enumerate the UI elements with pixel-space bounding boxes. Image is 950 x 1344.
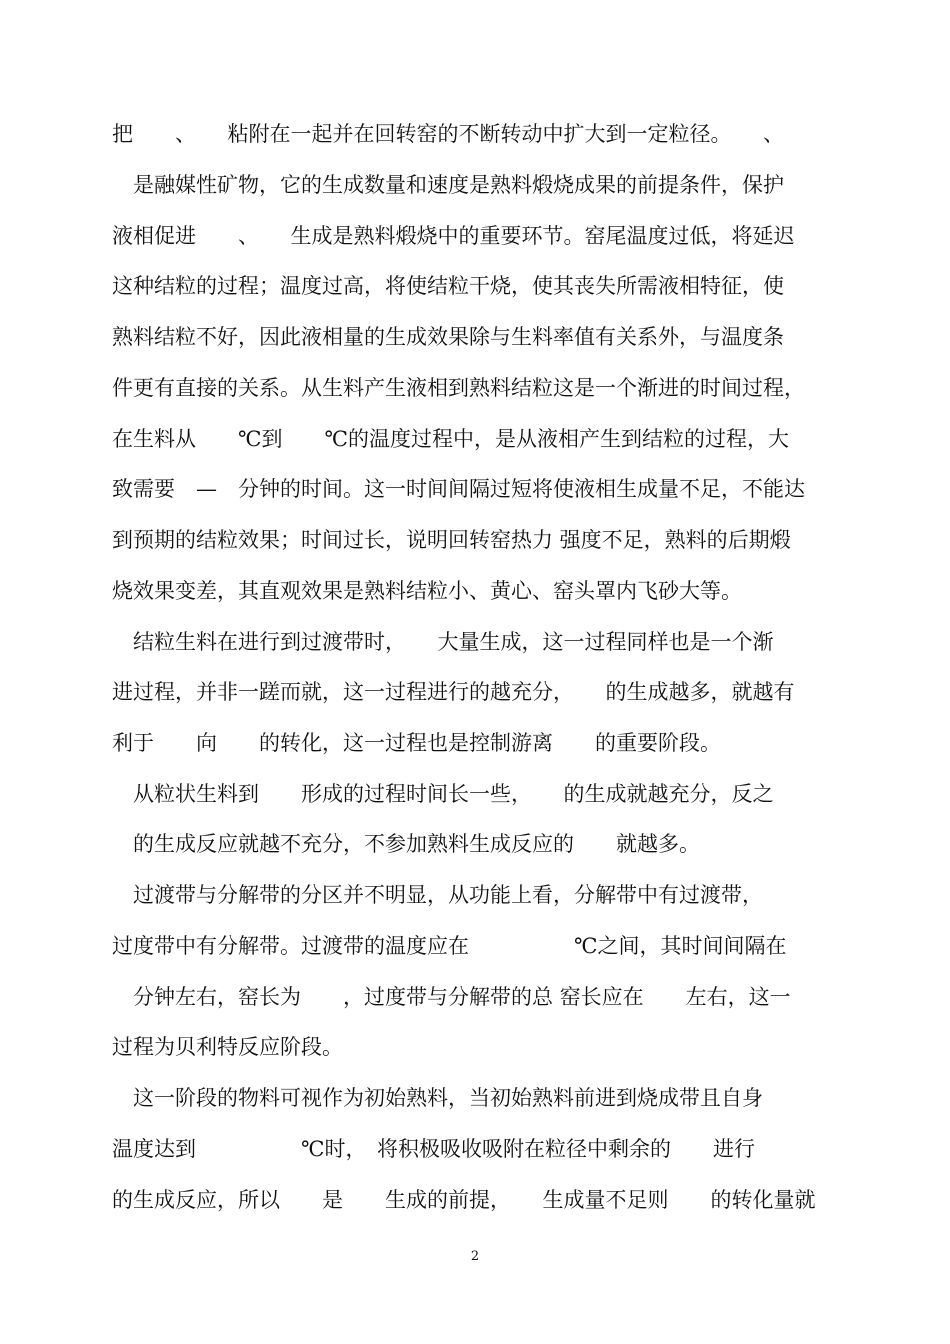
text-line: 这种结粒的过程；温度过高，将使结粒干烧，使其丧失所需液相特征，使 [112,274,784,298]
text-line: 致需要 — 分钟的时间。这一时间间隔过短将使液相生成量不足，不能达 [112,477,805,501]
text-line: 分钟左右，窑长为 ，过度带与分解带的总 窑长应在 左右，这一 [112,985,791,1009]
text-line: 的生成反应就越不充分，不参加熟料生成反应的 就越多。 [112,832,700,856]
text-line: 是融媒性矿物，它的生成数量和速度是熟料煅烧成果的前提条件，保护 [112,173,784,197]
text-line: 过度带中有分解带。过渡带的温度应在 ℃之间，其时间间隔在 [112,934,787,958]
text-line: 液相促进 、 生成是熟料煅烧中的重要环节。窑尾温度过低，将延迟 [112,224,795,248]
text-line: 温度达到 ℃时， 将积极吸收吸附在粒径中剩余的 进行 [112,1137,755,1161]
text-line: 利于 向 的转化，这一过程也是控制游离 的重要阶段。 [112,731,721,755]
text-line: 过渡带与分解带的分区并不明显，从功能上看，分解带中有过渡带， [112,883,763,907]
text-line: 结粒生料在进行到过渡带时， 大量生成，这一过程同样也是一个渐 [112,630,774,654]
text-line: 到预期的结粒效果；时间过长，说明回转窑热力 强度不足，熟料的后期煅 [112,528,791,552]
text-line: 件更有直接的关系。从生料产生液相到熟料结粒这是一个渐进的时间过程， [112,376,805,400]
text-line: 在生料从 ℃到 ℃的温度过程中，是从液相产生到结粒的过程，大 [112,427,789,451]
text-line: 从粒状生料到 形成的过程时间长一些， 的生成就越充分，反之 [112,782,774,806]
text-line: 进过程，并非一蹉而就，这一过程进行的越充分， 的生成越多，就越有 [112,680,795,704]
text-line: 熟料结粒不好，因此液相量的生成效果除与生料率值有关系外，与温度条 [112,325,784,349]
text-line: 把 、 粘附在一起并在回转窑的不断转动中扩大到一定粒径。 、 [112,122,784,146]
text-line: 这一阶段的物料可视作为初始熟料，当初始熟料前进到烧成带且自身 [112,1086,763,1110]
page-number: 2 [470,1249,480,1264]
text-line: 烧效果变差，其直观效果是熟料结粒小、黄心、窑头罩内飞砂大等。 [112,579,742,603]
text-line: 的生成反应，所以 是 生成的前提， 生成量不足则 的转化量就 [112,1188,816,1212]
text-line: 过程为贝利特反应阶段。 [112,1035,343,1059]
